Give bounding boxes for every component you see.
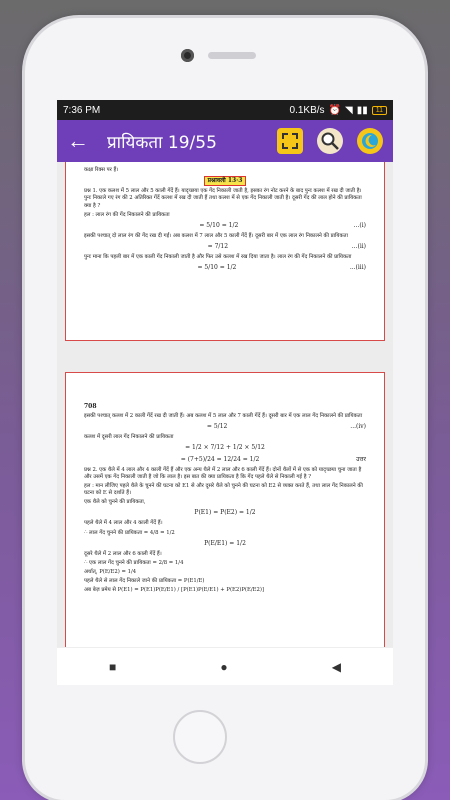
page-text: इसकी पश्चात् दो लाल रंग की गेंद रख दी गईं। अब कलश में 7 लाल और 5 काली गेंदें हैं। दूसरी बार में एक लाल रंग निकालने की प्रायिकता	[84, 232, 348, 239]
system-nav-bar	[57, 647, 393, 685]
page-text: कलश में दूसरी लाल गेंद निकालने की प्रायिकता	[84, 434, 174, 441]
status-bar	[57, 100, 393, 120]
battery-icon: 11	[372, 106, 387, 115]
home-circle-icon[interactable]: ●	[220, 659, 228, 674]
app-bar	[57, 120, 393, 162]
pdf-viewer[interactable]	[57, 162, 393, 669]
page-text: अब बेज़ प्रमेय से P(E1) = P(E1)P(E/E1) / [P(E1)P(E/E1) + P(E2)P(E/E2)]	[84, 587, 264, 594]
network-speed: 0.1KB/s	[289, 104, 325, 116]
question-text: प्रश्न 1. एक कलश में 5 लाल और 5 काली गेंदें हैं। यादृच्छया एक गेंद निकाली जाती है, इसका रंग नोट करने के बाद पुनः कलश में रख दी जाती है। पुनः निकाले गए रंग की 2 अतिरिक्त गेंदें कलश में रख दी जाती हैं तथा कलश में से एक गेंद निकाली जाती है। दूसरी गेंद की लाल होने की प्रायिकता क्या है ?	[84, 188, 362, 209]
page-title: प्रायिकता 19/55	[107, 132, 217, 153]
answer-label: उत्तर	[356, 455, 366, 463]
earpiece-speaker	[208, 52, 256, 59]
alarm-icon: ⏰	[328, 104, 341, 116]
fullscreen-button[interactable]	[277, 128, 303, 154]
wifi-icon: ◥	[345, 104, 353, 116]
recents-square-icon[interactable]: ■	[109, 659, 117, 674]
equation-number: ...(i)	[353, 221, 366, 229]
pdf-page	[65, 162, 385, 341]
page-text: ∴ एक लाल गेंद चुनने की प्रायिकता = 2/8 = 1/4	[84, 559, 184, 566]
equation: = 5/10 = 1/2	[199, 221, 239, 229]
night-mode-button[interactable]	[357, 128, 383, 154]
back-triangle-icon[interactable]: ◀	[331, 659, 341, 674]
equation: = 5/10 = 1/2	[197, 264, 237, 272]
page-text: पहले थैले से लाल गेंद निकाले जाने की प्रायिकता = P(E1/E)	[84, 578, 205, 585]
magnifier-icon	[320, 131, 340, 151]
physical-home-button[interactable]	[173, 710, 227, 764]
equation: = 7/12	[207, 243, 229, 251]
moon-icon	[360, 131, 380, 151]
zoom-search-button[interactable]	[317, 128, 343, 154]
equation: = 1/2 × 7/12 + 1/2 × 5/12	[185, 444, 265, 452]
page-text: इसकी पश्चात् कलश में 2 काली गेंदें रख दी जाती हैं। अब कलश में 5 लाल और 7 काली गेंदें हैं। दूसरी बार में एक लाल गेंद निकालने की प्रायिकता	[84, 413, 363, 420]
phone-frame	[25, 18, 425, 800]
equation: P(E/E1) = 1/2	[204, 539, 246, 547]
page-text: अर्थात्, P(E/E2) = 1/4	[84, 569, 137, 576]
page-number: 708	[84, 403, 97, 410]
device-screen	[57, 100, 393, 685]
equation-number: ...(ii)	[351, 243, 366, 251]
page-text: एक थैले को चुनने की प्रायिकता,	[84, 499, 146, 506]
page-text: पहले थैले में 4 लाल और 4 काली गेंदें हैं।	[84, 520, 163, 527]
solution-text: हल : लाल रंग की गेंद निकालने की प्रायिकता	[84, 211, 170, 218]
page-text: कक्षा रिक्स पर हैं।	[84, 167, 119, 173]
status-time: 7:36 PM	[63, 104, 101, 116]
exercise-heading: प्रश्नावली 13·3	[204, 176, 247, 186]
equation: = (7+5)/24 = 12/24 = 1/2	[180, 455, 260, 463]
page-text: ∴ लाल गेंद चुनने की प्रायिकता = 4/8 = 1/2	[84, 529, 175, 536]
page-text: पुनः माना कि पहली बार में एक काली गेंद निकाली जाती है और फिर उसे कलश में रख दिया जाता है। लाल रंग की गेंद निकालने की प्रायिकता	[84, 254, 352, 261]
expand-icon	[281, 132, 299, 150]
pdf-page	[65, 372, 385, 669]
front-camera	[181, 49, 194, 62]
solution-text: हल : मान लीजिए पहले थैले के चुनने की घटना को E1 से और दूसरे थैले को चुनने की घटना को E2 से व्यक्त करते हैं, तथा लाल गेंद निकालने की घटना को E से दर्शाते हैं।	[84, 482, 363, 497]
equation-number: ...(iii)	[349, 264, 366, 272]
equation: P(E1) = P(E2) = 1/2	[194, 509, 256, 517]
page-text: दूसरे थैले में 2 लाल और 6 काली गेंदें हैं।	[84, 550, 162, 557]
equation-number: ...(iv)	[350, 423, 366, 431]
question-text: प्रश्न 2. एक थैले में 4 लाल और 4 काली गेंदें हैं और एक अन्य थैले में 2 लाल और 6 काली गेंदें हैं। दोनों थैलों में से एक को यादृच्छया चुना जाता है और उसमें एक गेंद निकाली जाती है जो कि लाल है। इस बात की क्या प्रायिकता है कि गेंद पहले थैले से निकाली गई है ?	[84, 466, 362, 480]
back-arrow-icon[interactable]: ←	[67, 128, 89, 153]
equation: = 5/12	[206, 423, 228, 431]
signal-icon: ▮▮	[356, 104, 368, 116]
